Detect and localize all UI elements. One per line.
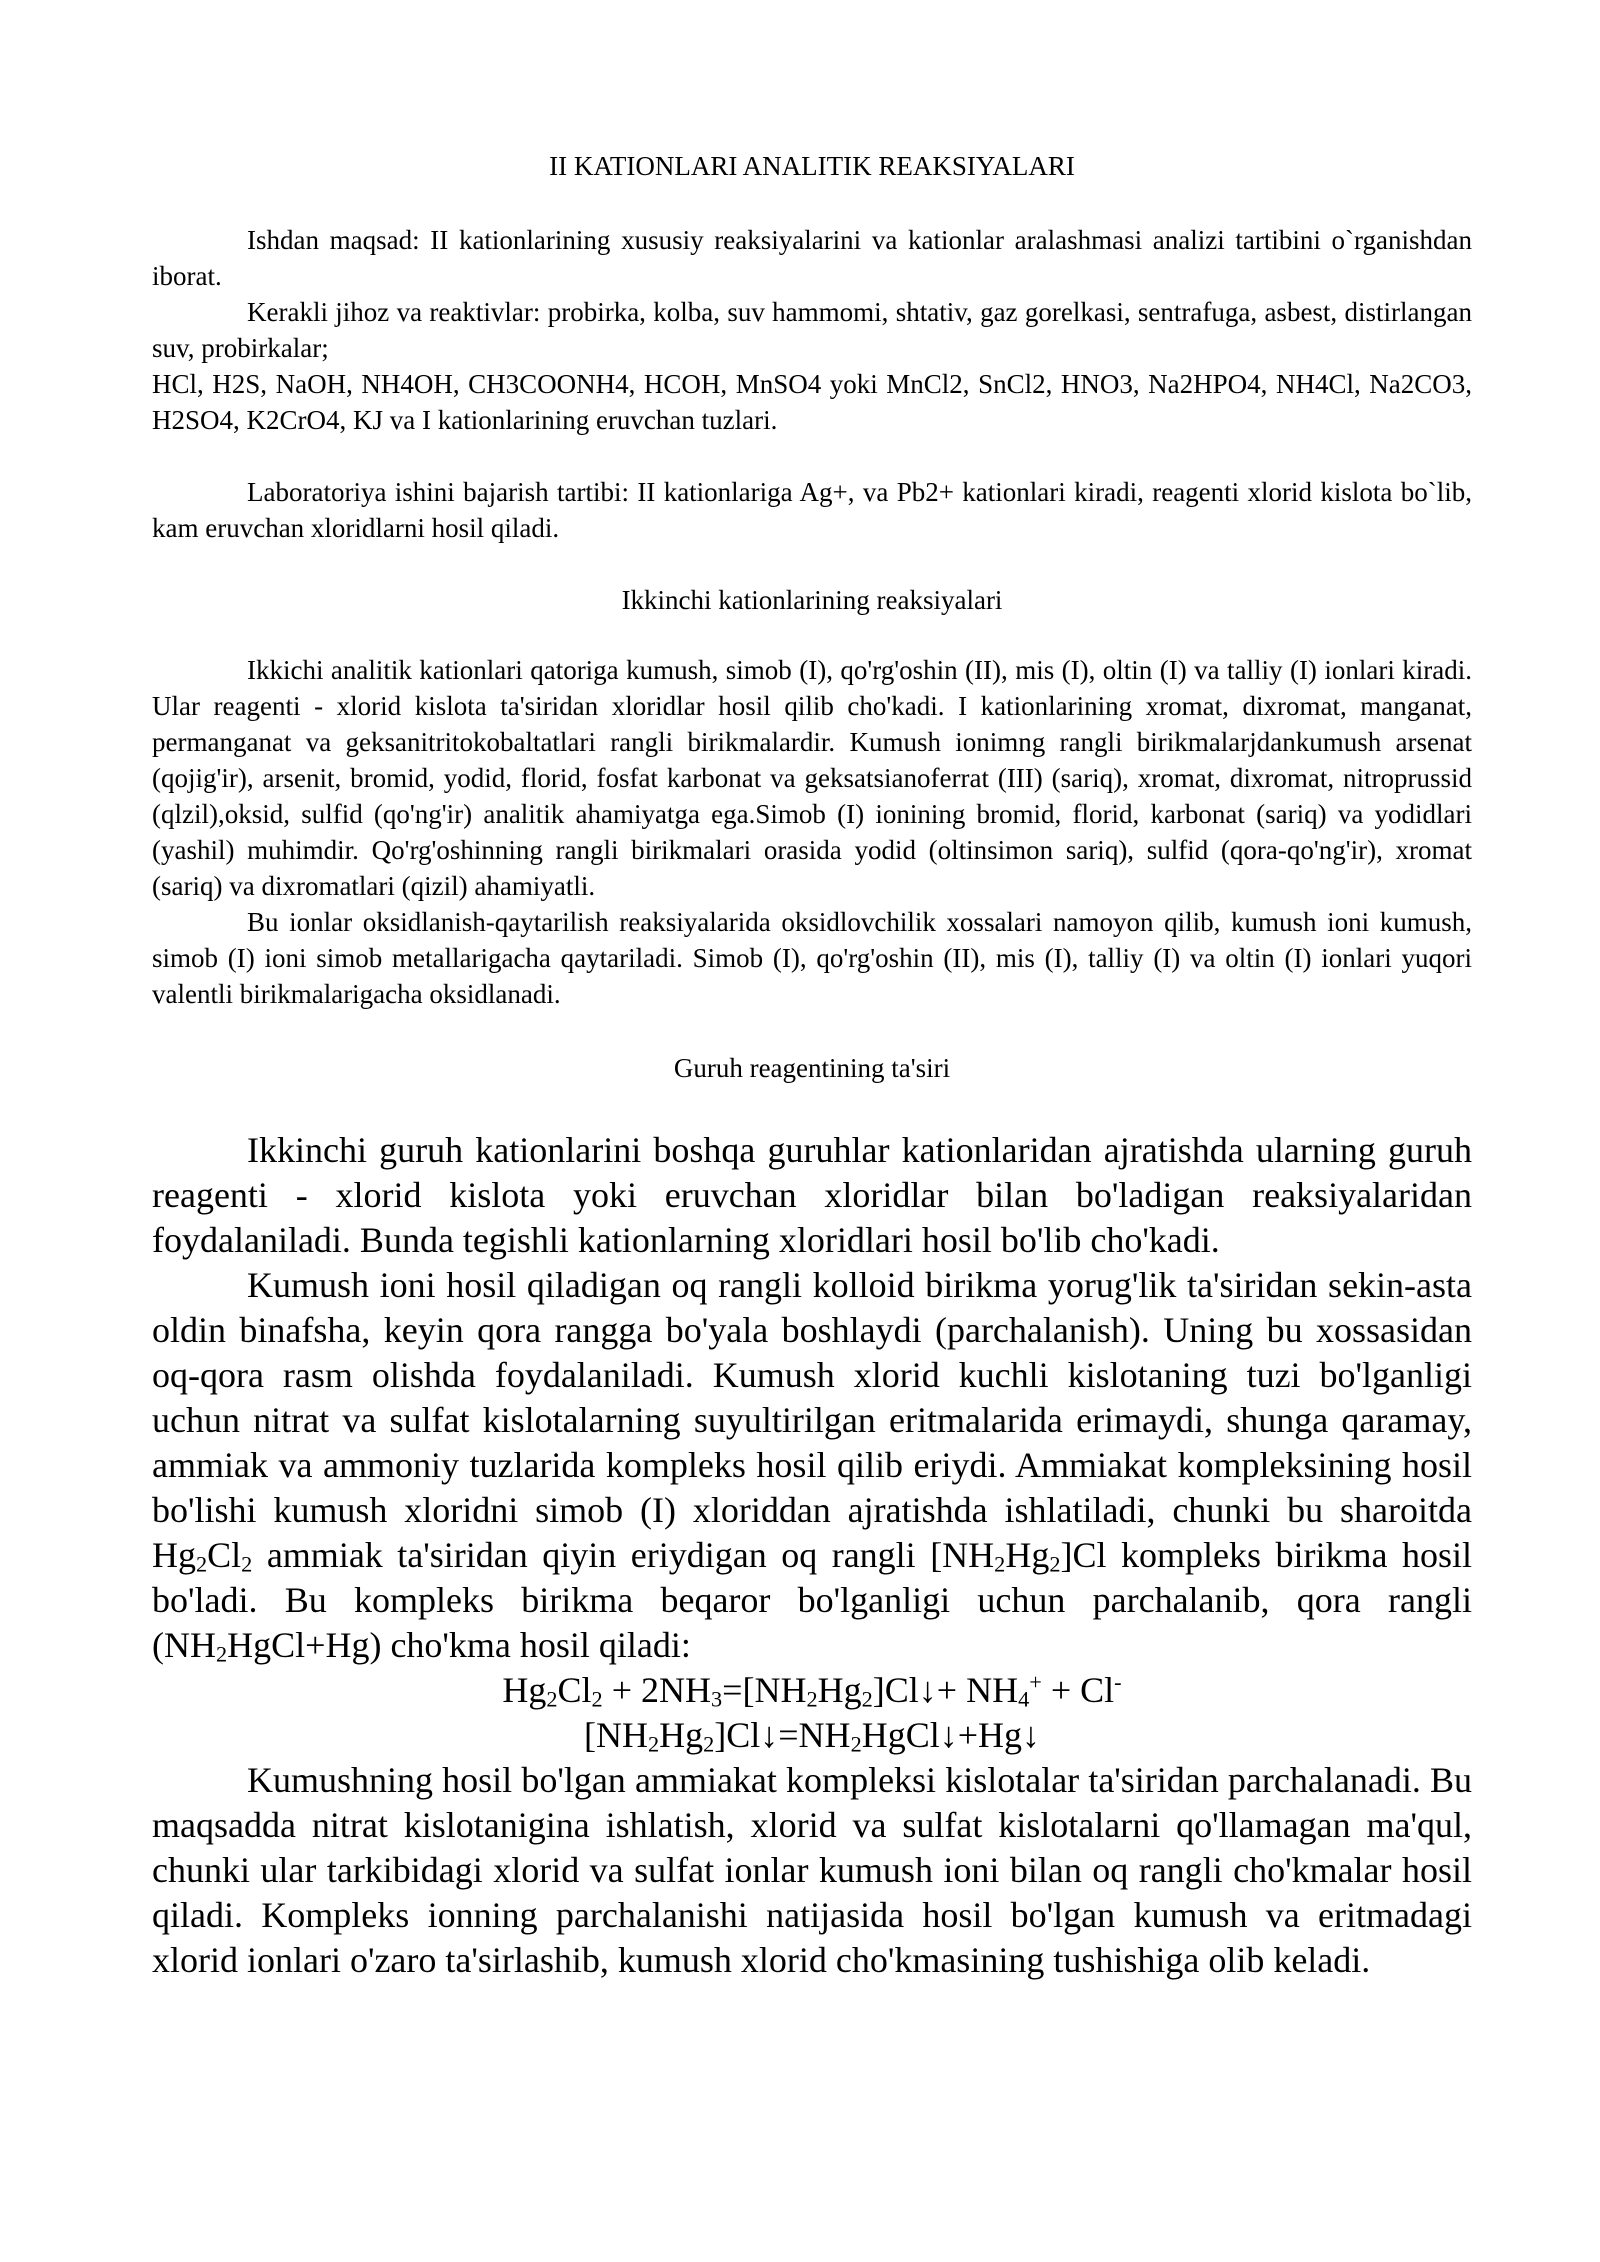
procedure-paragraph: Laboratoriya ishini bajarish tartibi: II kationlariga Ag+, va Pb2+ kationlari kiradi, reagenti xlorid kislota bo`lib, kam eruvchan xloridlarni hosil qiladi.: [152, 477, 1472, 543]
group-paragraph-2-text-a: Kumush ioni hosil qiladigan oq rangli kolloid birikma yorug'lik ta'siridan sekin-asta oldin binafsha, keyin qora rangga bo'yala boshlaydi (parchalanish). Uning bu xossasidan oq-qora rasm olishda foydalaniladi. Kumush xlorid kuchli kislotaning tuzi bo'lganligi uchun nitrat va sulfat kislotalarning suyultirilgan eritmalarida erimaydi, shunga qaramay, ammiak va ammoniy tuzlarida kompleks hosil qilib eriydi. Ammiakat kompleksining hosil bo'lishi kumush xloridni simob (I) xloriddan ajratishda ishlatiladi, chunki bu sharoitda: [152, 1265, 1472, 1530]
equipment-paragraph: Kerakli jihoz va reaktivlar: probirka, kolba, suv hammomi, shtativ, gaz gorelkasi, sentrafuga, asbest, distirlangan suv, probirkalar;: [152, 297, 1472, 363]
formula-hg2cl2: $Hg_2Cl_2$: [152, 1535, 253, 1577]
group-paragraph-2-text-d: cho'kma hosil qiladi:: [381, 1625, 691, 1665]
formula-nh2hg2-cl: $[NH_2Hg_2]Cl$: [930, 1535, 1107, 1577]
section-heading-group: Guruh reagentining ta'siri: [673, 1053, 951, 1083]
document-title: II KATIONLARI ANALITIK REAKSIYALARI: [549, 151, 1075, 181]
reactions-paragraph-1: Ikkichi analitik kationlari qatoriga kumush, simob (I), qo'rg'oshin (II), mis (I), oltin (I) va talliy (I) ionlari kiradi. Ular reagenti - xlorid kislota ta'siridan xloridlar hosil qilib cho'kadi. I kationlarining xromat, dixromat, manganat, permanganat va geksanitritokobaltatlari rangli birikmalardir. Kumush ionimng rangli birikmalarjdankumush arsenat (qojig'ir), arsenit, bromid, yodid, florid, fosfat karbonat va geksatsianoferrat (III) (sariq), xromat, dixromat, nitroprussid (qlzil),oksid, sulfid (qo'ng'ir) analitik ahamiyatga ega.Simob (I) ionining bromid, florid, karbonat (sariq) va yodidlari (yashil) muhimdir. Qo'rg'oshinning rangli birikmalari orasida yodid (oltinsimon sariq), sulfid (qora-qo'ng'ir), xromat (sariq) va dixromatlari (qizil) ahamiyatli.: [152, 655, 1472, 901]
document-body: [152, 148, 1472, 1983]
purpose-paragraph: Ishdan maqsad: II kationlarining xususiy reaksiyalarini va kationlar aralashmasi analizi tartibini o`rganishdan iborat.: [152, 225, 1472, 291]
group-paragraph-3: Kumushning hosil bo'lgan ammiakat kompleksi kislotalar ta'siridan parchalanadi. Bu maqsadda nitrat kislotanigina ishlatish, xlorid va sulfat kislotalarni qo'llamagan ma'qul, chunki ular tarkibidagi xlorid va sulfat ionlar kumush ioni bilan oq rangli cho'kmalar hosil qiladi. Kompleks ionning parchalanishi natijasida hosil bo'lgan kumush va eritmadagi xlorid ionlari o'zaro ta'sirlashib, kumush xlorid cho'kmasining tushishiga olib keladi.: [152, 1760, 1472, 1980]
formula-nh2hgcl-hg: $(NH_2HgCl+Hg)$: [152, 1625, 382, 1667]
reagents-paragraph: HCl, H2S, NaOH, NH4OH, CH3COONH4, HCOH, MnSO4 yoki MnCl2, SnCl2, HNO3, Na2HPO4, NH4Cl, Na2CO3, H2SO4, K2CrO4, KJ va I kationlarining eruvchan tuzlari.: [152, 369, 1472, 435]
group-paragraph-1: Ikkinchi guruh kationlarini boshqa guruhlar kationlaridan ajratishda ularning guruh reagenti - xlorid kislota yoki eruvchan xloridlar bilan bo'ladigan reaksiyalaridan foydalaniladi. Bunda tegishli kationlarning xloridlari hosil bo'lib cho'kadi.: [152, 1130, 1472, 1260]
equation-1: $Hg_2Cl_2$ + $2NH_3=[NH_2Hg_2]Cl↓+ NH_4^+ + Cl^-$: [502, 1669, 1122, 1712]
reactions-paragraph-2: Bu ionlar oksidlanish-qaytarilish reaksiyalarida oksidlovchilik xossalari namoyon qilib, kumush ioni kumush, simob (I) ioni simob metallarigacha qaytariladi. Simob (I), qo'rg'oshin (II), mis (I), talliy (I) va oltin (I) ionlari yuqori valentli birikmalarigacha oksidlanadi.: [152, 907, 1472, 1009]
group-paragraph-2: [152, 1263, 1472, 1668]
equation-2: $[NH_2Hg_2]Cl↓=NH_2HgCl↓+Hg↓$: [583, 1715, 1041, 1757]
group-paragraph-2-text-b: ammiak ta'siridan qiyin eriydigan oq rangli: [252, 1535, 931, 1575]
section-heading-reactions: Ikkinchi kationlarining reaksiyalari: [621, 585, 1003, 615]
group-paragraph-2-text-c: kompleks birikma hosil bo'ladi. Bu kompleks birikma beqaror bo'lganligi uchun parchalanib, qora rangli: [152, 1535, 1472, 1620]
